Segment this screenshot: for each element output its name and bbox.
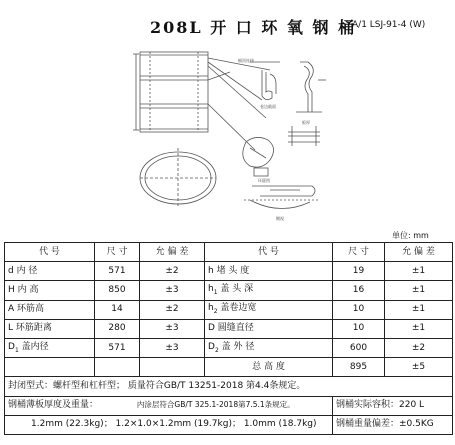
code-letter: h <box>208 303 214 314</box>
row-code-2: D 圆缝直径 <box>205 319 333 338</box>
row-tolerance: ±2 <box>140 262 205 281</box>
row-tolerance: ±3 <box>140 281 205 300</box>
spec-table <box>4 242 453 435</box>
weight-tolerance-value: 钢桶重量偏差：±0.5KG <box>333 415 453 434</box>
total-height-value: 895 <box>333 358 385 377</box>
code-subscript: 1 <box>213 288 218 296</box>
thickness-label: 钢桶薄板厚度及重量： <box>8 400 99 411</box>
document-title-bar <box>0 15 455 37</box>
table-row <box>5 300 453 319</box>
drawing-label-e: 侧视 <box>276 216 284 221</box>
row-tolerance: ±3 <box>140 338 205 357</box>
table-row <box>5 358 453 377</box>
code-text: 盖 头 深 <box>217 284 254 295</box>
table-row <box>5 281 453 300</box>
unit-label: 单位: mm <box>392 231 429 240</box>
capacity-value: 钢桶实际容积：220 L <box>333 396 453 415</box>
table-row <box>5 338 453 357</box>
code-subscript: 2 <box>214 346 219 354</box>
thickness-row <box>5 396 453 415</box>
row-tolerance <box>140 358 205 377</box>
drawing-label-c: 板厚 <box>302 120 310 125</box>
detail-b-section <box>296 62 326 112</box>
row-size-2: 600 <box>333 338 385 357</box>
row-code <box>5 338 95 357</box>
row-code-2 <box>205 300 333 319</box>
header-tolerance: 允 偏 差 <box>140 243 205 262</box>
row-tolerance: ±2 <box>140 300 205 319</box>
header-size: 尺 寸 <box>95 243 140 262</box>
row-code: H 内 高 <box>5 281 95 300</box>
drawing-label-a: 桶顶连接 <box>238 58 254 63</box>
document-code: A/1 LSJ-91-4 (W) <box>352 20 426 30</box>
total-height-label: 总 高 度 <box>205 358 333 377</box>
drum-side-view <box>133 52 208 132</box>
drawing-label-b: 卷边截面 <box>260 104 276 109</box>
row-code: A 环筋高 <box>5 300 95 319</box>
row-code <box>5 358 95 377</box>
row-size-2: 16 <box>333 281 385 300</box>
technical-drawing <box>0 40 455 230</box>
row-size <box>95 358 140 377</box>
row-tolerance-2: ±1 <box>385 281 453 300</box>
code-text: 盖内径 <box>18 341 49 352</box>
header-code: 代 号 <box>5 243 95 262</box>
table-header-row <box>5 243 453 262</box>
header-size-2: 尺 寸 <box>333 243 385 262</box>
table-row <box>5 262 453 281</box>
row-tolerance-2: ±2 <box>385 338 453 357</box>
detail-c-plate <box>288 126 320 146</box>
closure-note: 封闭型式：螺杆型和杠杆型； 质量符合GB/T 13251-2018 第4.4条规定。 <box>5 377 453 396</box>
row-code-2 <box>205 281 333 300</box>
row-size: 280 <box>95 319 140 338</box>
row-size: 571 <box>95 338 140 357</box>
row-tolerance-2: ±1 <box>385 262 453 281</box>
code-subscript: 2 <box>213 308 218 316</box>
code-subscript: 1 <box>14 346 19 354</box>
row-size-2: 10 <box>333 319 385 338</box>
detail-a-top-connection <box>250 62 280 100</box>
row-code-2: h 堵 头 度 <box>205 262 333 281</box>
thickness-standard: 内涂层符合GB/T 325.1-2018第7.5.1条规定。 <box>136 400 295 410</box>
row-tolerance-2: ±1 <box>385 300 453 319</box>
code-letter: h <box>208 284 214 295</box>
code-letter: D <box>208 341 215 352</box>
document-title: 208L 开 口 环 氧 钢 桶 <box>150 18 357 37</box>
thickness-cell <box>5 396 333 415</box>
drawing-label-d: 环箍图 <box>258 178 270 183</box>
weights-value: 1.2mm (22.3kg)； 1.2×1.0×1.2mm (19.7kg)； 1.0mm (18.7kg) <box>5 415 333 434</box>
lid-plan-view <box>140 148 216 208</box>
row-size: 571 <box>95 262 140 281</box>
row-tolerance-2: ±1 <box>385 319 453 338</box>
header-code-2: 代 号 <box>205 243 333 262</box>
row-size-2: 19 <box>333 262 385 281</box>
detail-d-ring-clamp <box>243 137 274 176</box>
row-tolerance: ±3 <box>140 319 205 338</box>
row-code: d 内 径 <box>5 262 95 281</box>
detail-e-lever <box>244 186 320 209</box>
code-text: 盖卷边宽 <box>217 303 257 314</box>
row-size: 850 <box>95 281 140 300</box>
header-tolerance-2: 允 偏 差 <box>385 243 453 262</box>
closure-note-row <box>5 377 453 396</box>
code-letter: D <box>8 341 15 352</box>
row-code-2 <box>205 338 333 357</box>
code-text: 盖 外 径 <box>218 341 255 352</box>
table-row <box>5 319 453 338</box>
weights-row <box>5 415 453 434</box>
row-code: L 环筋距离 <box>5 319 95 338</box>
row-size: 14 <box>95 300 140 319</box>
row-size-2: 10 <box>333 300 385 319</box>
total-height-tolerance: ±5 <box>385 358 453 377</box>
